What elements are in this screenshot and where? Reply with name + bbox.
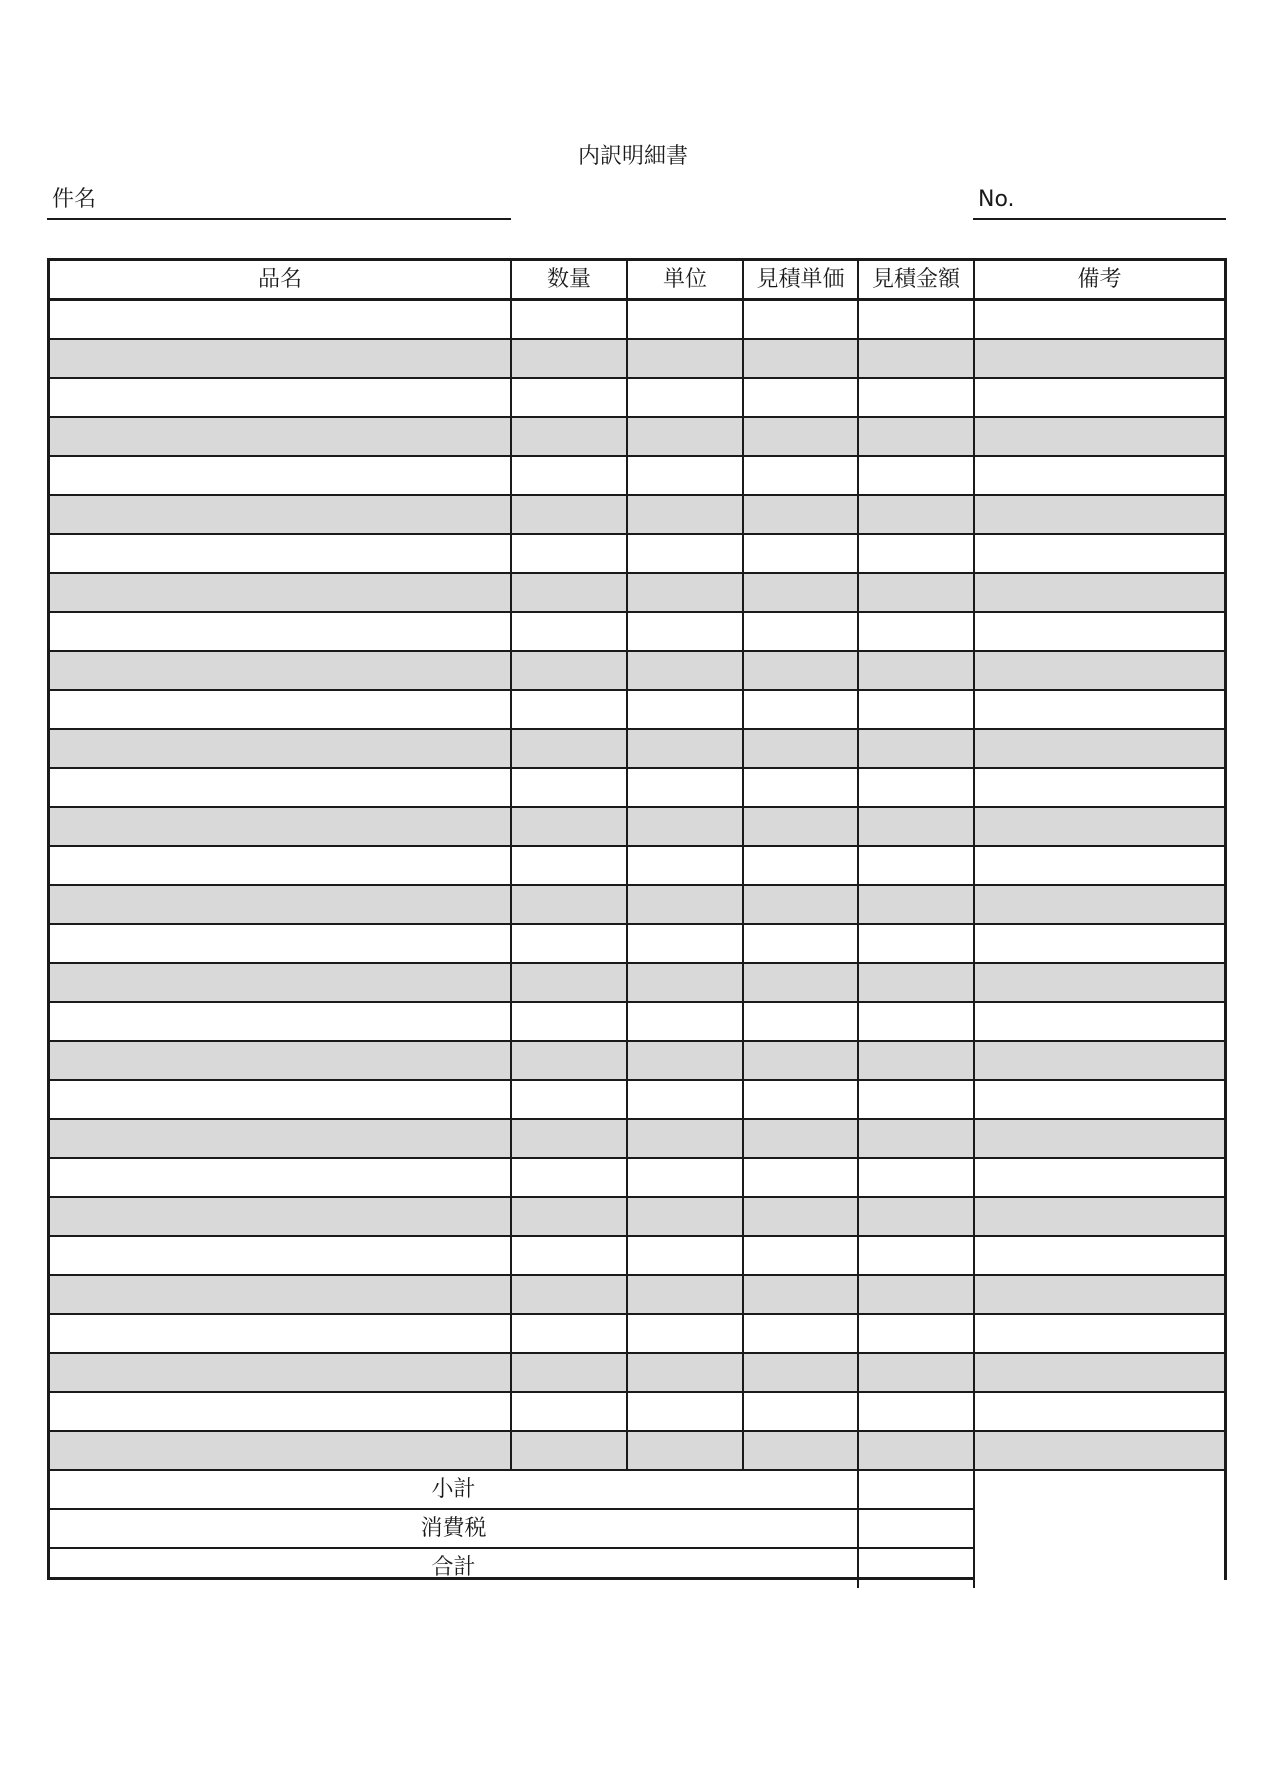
quantity-cell[interactable] [512, 808, 628, 845]
unit-cell[interactable] [628, 1315, 744, 1352]
unit-price-cell[interactable] [744, 457, 859, 494]
unit-price-cell[interactable] [744, 847, 859, 884]
column-header-amount: 見積金額 [859, 261, 975, 298]
quantity-cell[interactable] [512, 613, 628, 650]
table-row [50, 457, 1224, 496]
unit-price-cell[interactable] [744, 1237, 859, 1274]
remarks-cell[interactable] [975, 1354, 1224, 1391]
amount-cell[interactable] [859, 1159, 975, 1196]
unit-cell[interactable] [628, 1003, 744, 1040]
unit-price-cell[interactable] [744, 886, 859, 923]
column-header-unit-price: 見積単価 [744, 261, 859, 298]
quantity-cell[interactable] [512, 1315, 628, 1352]
total-label: 消費税 [50, 1510, 859, 1547]
remarks-cell[interactable] [975, 1432, 1224, 1469]
quantity-cell[interactable] [512, 1042, 628, 1079]
remarks-cell[interactable] [975, 418, 1224, 455]
remarks-cell[interactable] [975, 847, 1224, 884]
number-field[interactable] [973, 182, 1226, 220]
remarks-cell[interactable] [975, 574, 1224, 611]
table-row [50, 730, 1224, 769]
quantity-cell[interactable] [512, 457, 628, 494]
table-row [50, 964, 1224, 1003]
remarks-cell[interactable] [975, 1081, 1224, 1118]
quantity-cell[interactable] [512, 925, 628, 962]
remarks-cell[interactable] [975, 1120, 1224, 1157]
amount-cell[interactable] [859, 418, 975, 455]
amount-cell[interactable] [859, 457, 975, 494]
remarks-cell[interactable] [975, 340, 1224, 377]
item-name-cell[interactable] [50, 1042, 512, 1079]
quantity-cell[interactable] [512, 535, 628, 572]
itemized-statement-table [47, 258, 1227, 1580]
item-name-cell[interactable] [50, 1081, 512, 1118]
amount-cell[interactable] [859, 496, 975, 533]
unit-cell[interactable] [628, 964, 744, 1001]
item-name-cell[interactable] [50, 691, 512, 728]
quantity-cell[interactable] [512, 1003, 628, 1040]
quantity-cell[interactable] [512, 340, 628, 377]
table-row [50, 691, 1224, 730]
item-name-cell[interactable] [50, 379, 512, 416]
table-row [50, 1120, 1224, 1159]
remarks-cell[interactable] [975, 1393, 1224, 1430]
amount-cell[interactable] [859, 574, 975, 611]
table-row [50, 1159, 1224, 1198]
remarks-cell[interactable] [975, 964, 1224, 1001]
item-name-cell[interactable] [50, 964, 512, 1001]
remarks-cell[interactable] [975, 1237, 1224, 1274]
remarks-cell[interactable] [975, 886, 1224, 923]
remarks-cell[interactable] [975, 1198, 1224, 1235]
unit-cell[interactable] [628, 379, 744, 416]
column-header-remarks: 備考 [1077, 267, 1122, 292]
table-row [50, 379, 1224, 418]
remarks-cell[interactable] [975, 1276, 1224, 1313]
amount-cell[interactable] [859, 1393, 975, 1430]
unit-cell[interactable] [628, 574, 744, 611]
unit-cell[interactable] [628, 340, 744, 377]
quantity-cell[interactable] [512, 1198, 628, 1235]
quantity-cell[interactable] [512, 1354, 628, 1391]
table-row [50, 1003, 1224, 1042]
unit-price-cell[interactable] [744, 691, 859, 728]
total-label: 小計 [50, 1471, 859, 1508]
amount-cell[interactable] [859, 886, 975, 923]
remarks-cell[interactable] [975, 613, 1224, 650]
total-label: 合計 [50, 1549, 859, 1588]
item-name-cell[interactable] [50, 847, 512, 884]
unit-cell[interactable] [628, 1237, 744, 1274]
unit-price-cell[interactable] [744, 730, 859, 767]
amount-cell[interactable] [859, 340, 975, 377]
amount-cell[interactable] [859, 964, 975, 1001]
quantity-cell[interactable] [512, 1081, 628, 1118]
unit-cell[interactable] [628, 1198, 744, 1235]
column-header-item-name: 品名 [50, 261, 512, 298]
amount-cell[interactable] [859, 613, 975, 650]
table-row [50, 1276, 1224, 1315]
item-name-cell[interactable] [50, 1003, 512, 1040]
amount-cell[interactable] [859, 925, 975, 962]
unit-price-cell[interactable] [744, 1042, 859, 1079]
unit-cell[interactable] [628, 886, 744, 923]
amount-cell[interactable] [859, 1315, 975, 1352]
unit-price-cell[interactable] [744, 769, 859, 806]
quantity-cell[interactable] [512, 652, 628, 689]
item-name-cell[interactable] [50, 1237, 512, 1274]
total-value-cell[interactable] [859, 1510, 975, 1547]
amount-cell[interactable] [859, 379, 975, 416]
table-row [50, 301, 1224, 340]
table-row [50, 1081, 1224, 1120]
item-name-cell[interactable] [50, 301, 512, 338]
unit-price-cell[interactable] [744, 1159, 859, 1196]
item-name-cell[interactable] [50, 652, 512, 689]
table-row [50, 535, 1224, 574]
unit-cell[interactable] [628, 691, 744, 728]
unit-cell[interactable] [628, 1081, 744, 1118]
amount-cell[interactable] [859, 1003, 975, 1040]
table-row [50, 1237, 1224, 1276]
table-row [50, 418, 1224, 457]
unit-price-cell[interactable] [744, 613, 859, 650]
item-name-cell[interactable] [50, 1432, 512, 1469]
unit-price-cell[interactable] [744, 535, 859, 572]
quantity-cell[interactable] [512, 730, 628, 767]
item-name-cell[interactable] [50, 1120, 512, 1157]
unit-price-cell[interactable] [744, 1393, 859, 1430]
item-name-cell[interactable] [50, 730, 512, 767]
quantity-cell[interactable] [512, 1432, 628, 1469]
quantity-cell[interactable] [512, 769, 628, 806]
amount-cell[interactable] [859, 1081, 975, 1118]
quantity-cell[interactable] [512, 691, 628, 728]
unit-cell[interactable] [628, 925, 744, 962]
amount-cell[interactable] [859, 730, 975, 767]
quantity-cell[interactable] [512, 1393, 628, 1430]
item-name-cell[interactable] [50, 418, 512, 455]
amount-cell[interactable] [859, 847, 975, 884]
quantity-cell[interactable] [512, 1276, 628, 1313]
subject-field[interactable] [47, 182, 511, 220]
unit-cell[interactable] [628, 496, 744, 533]
remarks-cell[interactable] [975, 1159, 1224, 1196]
remarks-cell[interactable] [975, 652, 1224, 689]
remarks-cell[interactable] [975, 1003, 1224, 1040]
item-name-cell[interactable] [50, 613, 512, 650]
unit-cell[interactable] [628, 652, 744, 689]
amount-cell[interactable] [859, 301, 975, 338]
unit-price-cell[interactable] [744, 808, 859, 845]
table-row [50, 652, 1224, 691]
unit-price-cell[interactable] [744, 496, 859, 533]
unit-price-cell[interactable] [744, 301, 859, 338]
unit-price-cell[interactable] [744, 340, 859, 377]
remarks-cell[interactable] [975, 769, 1224, 806]
unit-price-cell[interactable] [744, 1354, 859, 1391]
remarks-cell[interactable] [975, 535, 1224, 572]
unit-cell[interactable] [628, 730, 744, 767]
table-row [50, 496, 1224, 535]
amount-cell[interactable] [859, 1354, 975, 1391]
amount-cell[interactable] [859, 1198, 975, 1235]
unit-cell[interactable] [628, 769, 744, 806]
unit-cell[interactable] [628, 1120, 744, 1157]
remarks-cell[interactable] [975, 301, 1224, 338]
item-name-cell[interactable] [50, 574, 512, 611]
unit-cell[interactable] [628, 1159, 744, 1196]
remarks-cell[interactable] [975, 925, 1224, 962]
remarks-cell[interactable] [975, 730, 1224, 767]
remarks-cell[interactable] [975, 808, 1224, 845]
quantity-cell[interactable] [512, 496, 628, 533]
unit-price-cell[interactable] [744, 1315, 859, 1352]
quantity-cell[interactable] [512, 847, 628, 884]
item-name-cell[interactable] [50, 535, 512, 572]
table-header-row [50, 261, 1224, 301]
amount-cell[interactable] [859, 691, 975, 728]
unit-price-cell[interactable] [744, 379, 859, 416]
table-row [50, 1393, 1224, 1432]
quantity-cell[interactable] [512, 418, 628, 455]
amount-cell[interactable] [859, 1120, 975, 1157]
unit-price-cell[interactable] [744, 574, 859, 611]
total-value-cell[interactable] [859, 1471, 975, 1508]
unit-price-cell[interactable] [744, 1120, 859, 1157]
quantity-cell[interactable] [512, 1237, 628, 1274]
item-name-cell[interactable] [50, 1393, 512, 1430]
column-header-unit: 単位 [628, 261, 744, 298]
unit-cell[interactable] [628, 1393, 744, 1430]
unit-cell[interactable] [628, 1042, 744, 1079]
unit-cell[interactable] [628, 301, 744, 338]
table-row [50, 808, 1224, 847]
remarks-cell[interactable] [975, 457, 1224, 494]
unit-cell[interactable] [628, 1432, 744, 1469]
remarks-cell[interactable] [975, 691, 1224, 728]
table-row [50, 886, 1224, 925]
unit-price-cell[interactable] [744, 1081, 859, 1118]
totals-remarks-block[interactable] [975, 1471, 1224, 1588]
unit-cell[interactable] [628, 808, 744, 845]
amount-cell[interactable] [859, 535, 975, 572]
remarks-cell[interactable] [975, 379, 1224, 416]
table-row [50, 340, 1224, 379]
unit-cell[interactable] [628, 1354, 744, 1391]
item-name-cell[interactable] [50, 808, 512, 845]
unit-price-cell[interactable] [744, 652, 859, 689]
item-name-cell[interactable] [50, 886, 512, 923]
quantity-cell[interactable] [512, 574, 628, 611]
table-row [50, 847, 1224, 886]
amount-cell[interactable] [859, 769, 975, 806]
item-name-cell[interactable] [50, 457, 512, 494]
item-name-cell[interactable] [50, 769, 512, 806]
table-row [50, 1315, 1224, 1354]
unit-price-cell[interactable] [744, 418, 859, 455]
table-row [50, 1198, 1224, 1237]
item-name-cell[interactable] [50, 496, 512, 533]
item-name-cell[interactable] [50, 1315, 512, 1352]
amount-cell[interactable] [859, 808, 975, 845]
quantity-cell[interactable] [512, 1159, 628, 1196]
remarks-cell[interactable] [975, 1042, 1224, 1079]
item-name-cell[interactable] [50, 1198, 512, 1235]
item-name-cell[interactable] [50, 340, 512, 377]
unit-price-cell[interactable] [744, 1198, 859, 1235]
unit-price-cell[interactable] [744, 1003, 859, 1040]
unit-price-cell[interactable] [744, 1432, 859, 1469]
unit-cell[interactable] [628, 418, 744, 455]
unit-cell[interactable] [628, 457, 744, 494]
amount-cell[interactable] [859, 1432, 975, 1469]
unit-cell[interactable] [628, 535, 744, 572]
unit-price-cell[interactable] [744, 925, 859, 962]
item-name-cell[interactable] [50, 1276, 512, 1313]
item-name-cell[interactable] [50, 1159, 512, 1196]
table-row [50, 613, 1224, 652]
amount-cell[interactable] [859, 1042, 975, 1079]
amount-cell[interactable] [859, 1276, 975, 1313]
unit-cell[interactable] [628, 613, 744, 650]
quantity-cell[interactable] [512, 886, 628, 923]
quantity-cell[interactable] [512, 379, 628, 416]
quantity-cell[interactable] [512, 301, 628, 338]
table-row [50, 1354, 1224, 1393]
table-row [50, 574, 1224, 613]
subject-label: 件名 [52, 187, 97, 212]
total-value-cell[interactable] [859, 1549, 975, 1588]
table-row [50, 1042, 1224, 1081]
table-row [50, 925, 1224, 964]
unit-cell[interactable] [628, 847, 744, 884]
remarks-cell[interactable] [975, 1315, 1224, 1352]
table-row [50, 1432, 1224, 1471]
remarks-cell[interactable] [975, 496, 1224, 533]
item-name-cell[interactable] [50, 925, 512, 962]
quantity-cell[interactable] [512, 1120, 628, 1157]
unit-cell[interactable] [628, 1276, 744, 1313]
quantity-cell[interactable] [512, 964, 628, 1001]
table-row [50, 769, 1224, 808]
document-title: 内訳明細書 [577, 144, 688, 169]
amount-cell[interactable] [859, 1237, 975, 1274]
unit-price-cell[interactable] [744, 964, 859, 1001]
column-header-quantity: 数量 [512, 261, 628, 298]
item-name-cell[interactable] [50, 1354, 512, 1391]
unit-price-cell[interactable] [744, 1276, 859, 1313]
number-label: No. [978, 187, 1015, 212]
amount-cell[interactable] [859, 652, 975, 689]
